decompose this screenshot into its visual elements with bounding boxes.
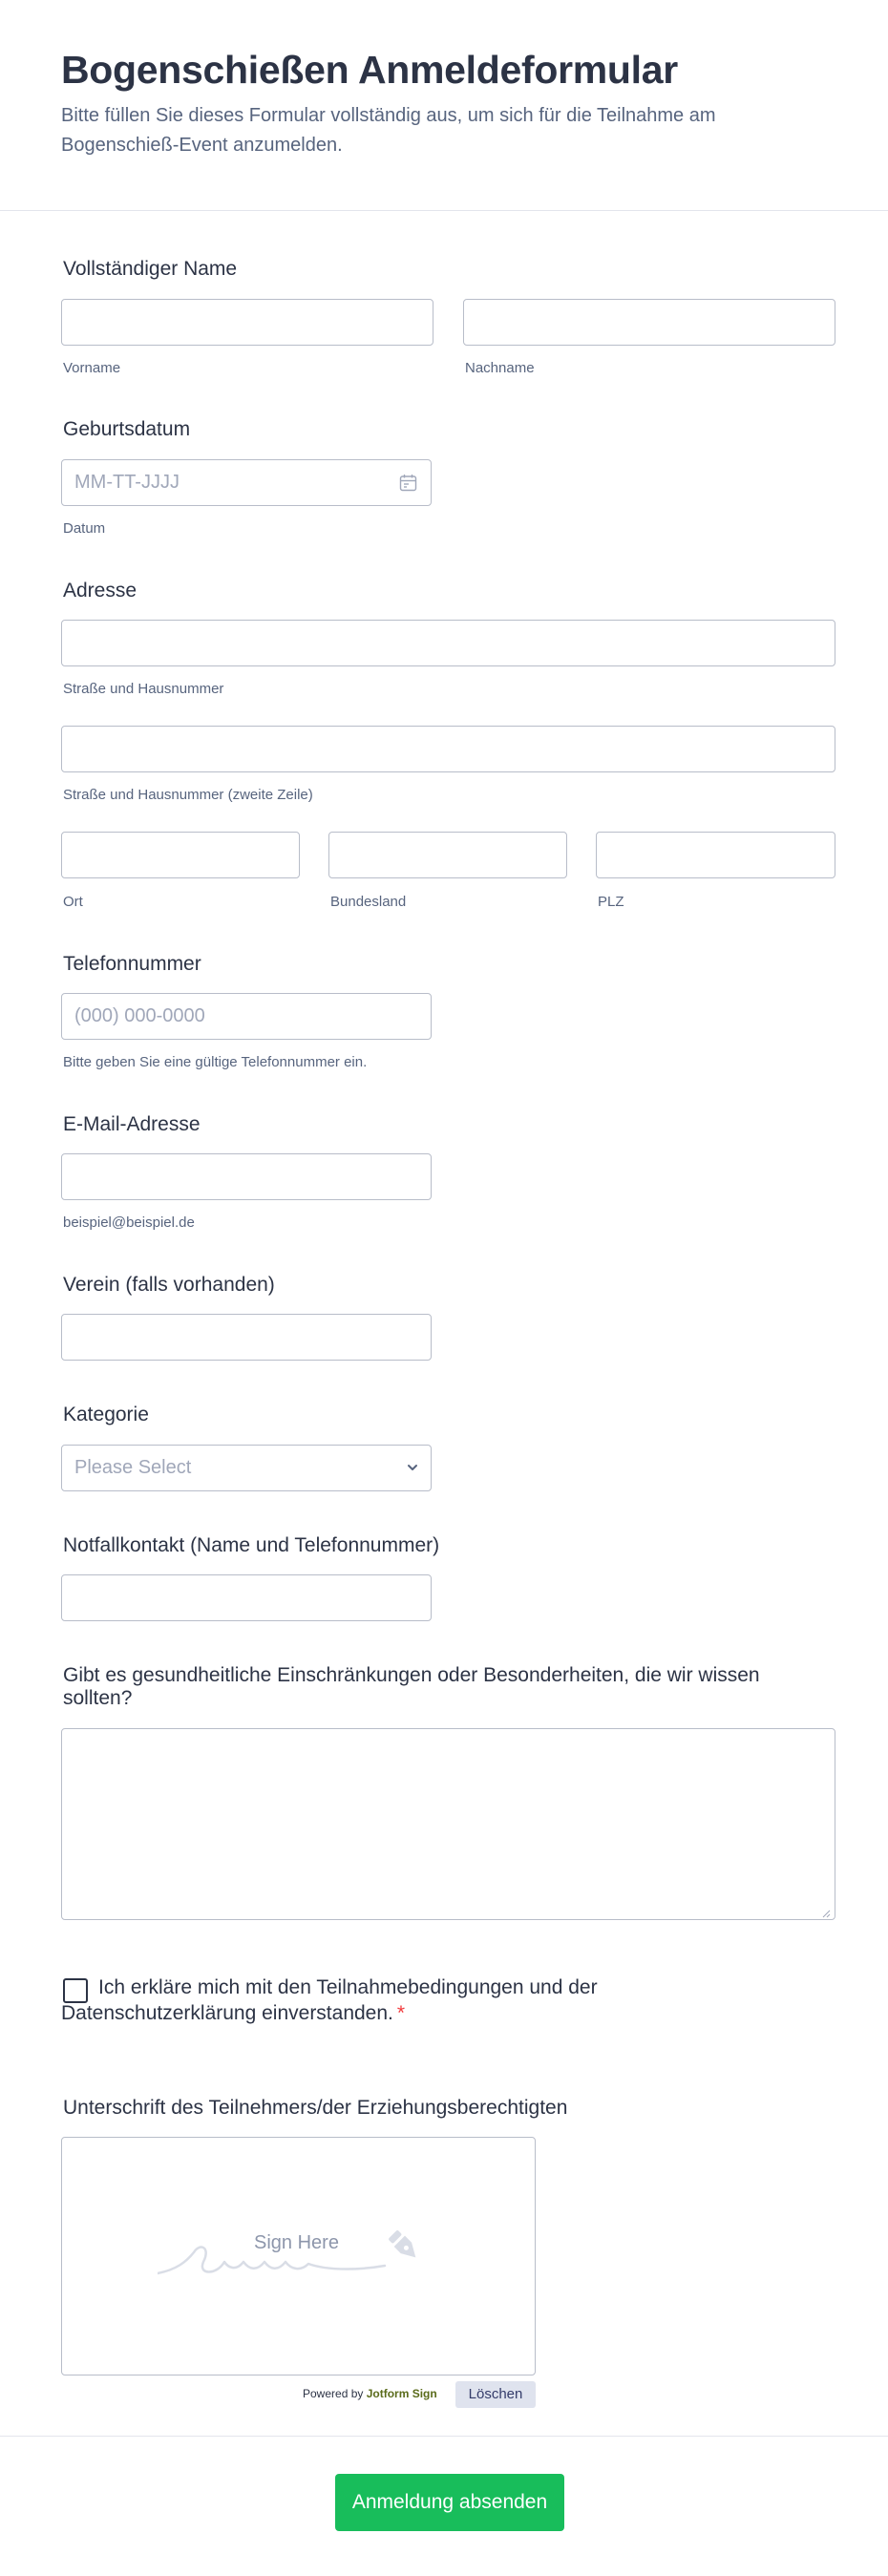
resize-handle-icon[interactable] bbox=[821, 1906, 831, 1915]
calendar-icon[interactable] bbox=[399, 474, 417, 496]
address-label: Adresse bbox=[63, 580, 137, 602]
health-label-line2: sollten? bbox=[63, 1687, 133, 1709]
birthdate-label: Geburtsdatum bbox=[63, 418, 191, 440]
pen-nib-icon bbox=[385, 2226, 425, 2272]
powered-prefix: Powered by bbox=[303, 2387, 364, 2400]
form-header bbox=[0, 0, 888, 211]
terms-text-line1: Ich erkläre mich mit den Teilnahmebedingungen und der bbox=[98, 1976, 598, 1998]
phone-placeholder: (000) 000-0000 bbox=[74, 1005, 205, 1026]
emergency-input[interactable] bbox=[61, 1574, 432, 1621]
submit-button[interactable]: Anmeldung absenden bbox=[335, 2474, 564, 2531]
chevron-down-icon bbox=[406, 1461, 419, 1479]
phone-label: Telefonnummer bbox=[63, 953, 201, 975]
first-name-input[interactable] bbox=[61, 299, 433, 346]
terms-text-line2-content: Datenschutzerklärung einverstanden. bbox=[61, 2002, 393, 2024]
category-selected-value: Please Select bbox=[74, 1457, 192, 1478]
emergency-label: Notfallkontakt (Name und Telefonnummer) bbox=[63, 1534, 440, 1556]
form-title: Bogenschießen Anmeldeformular bbox=[61, 48, 678, 92]
street2-sublabel: Straße und Hausnummer (zweite Zeile) bbox=[63, 787, 313, 803]
birthdate-input[interactable] bbox=[61, 459, 432, 506]
first-name-sublabel: Vorname bbox=[63, 360, 121, 376]
street-input[interactable] bbox=[61, 620, 835, 666]
zip-sublabel: PLZ bbox=[598, 894, 624, 910]
required-mark: * bbox=[396, 2002, 406, 2024]
health-textarea[interactable] bbox=[61, 1728, 835, 1920]
birthdate-sublabel: Datum bbox=[63, 520, 106, 537]
state-sublabel: Bundesland bbox=[330, 894, 407, 910]
health-label-line1: Gibt es gesundheitliche Einschränkungen oder Besonderheiten, die wir wissen bbox=[63, 1664, 760, 1686]
sign-here-placeholder: Sign Here bbox=[254, 2232, 339, 2253]
city-input[interactable] bbox=[61, 832, 300, 878]
street2-input[interactable] bbox=[61, 726, 835, 772]
signature-label: Unterschrift des Teilnehmers/der Erziehungsberechtigten bbox=[63, 2097, 568, 2119]
category-select[interactable] bbox=[61, 1445, 432, 1491]
jotform-sign-link[interactable]: Jotform Sign bbox=[366, 2387, 437, 2400]
zip-input[interactable] bbox=[596, 832, 835, 878]
signature-pad[interactable] bbox=[61, 2137, 536, 2375]
form-subtitle: Bitte füllen Sie dieses Formular vollständig aus, um sich für die Teilnahme am Bogenschieß-Event anzumelden. bbox=[61, 105, 716, 156]
last-name-sublabel: Nachname bbox=[465, 360, 535, 376]
street-sublabel: Straße und Hausnummer bbox=[63, 681, 224, 697]
terms-text-line2 bbox=[61, 2002, 405, 2025]
footer-divider bbox=[0, 2436, 888, 2437]
email-label: E-Mail-Adresse bbox=[63, 1113, 201, 1135]
terms-checkbox[interactable] bbox=[63, 1978, 88, 2003]
powered-by-label bbox=[303, 2387, 437, 2400]
last-name-input[interactable] bbox=[463, 299, 835, 346]
birthdate-placeholder: MM-TT-JJJJ bbox=[74, 472, 180, 493]
club-input[interactable] bbox=[61, 1314, 432, 1361]
category-label: Kategorie bbox=[63, 1404, 149, 1425]
club-label: Verein (falls vorhanden) bbox=[63, 1274, 275, 1296]
full-name-label: Vollständiger Name bbox=[63, 258, 238, 280]
email-sublabel: beispiel@beispiel.de bbox=[63, 1214, 195, 1231]
email-input[interactable] bbox=[61, 1153, 432, 1200]
clear-signature-button[interactable]: Löschen bbox=[455, 2381, 536, 2408]
phone-sublabel: Bitte geben Sie eine gültige Telefonnummer ein. bbox=[63, 1054, 368, 1070]
city-sublabel: Ort bbox=[63, 894, 83, 910]
state-input[interactable] bbox=[328, 832, 567, 878]
phone-input[interactable] bbox=[61, 993, 432, 1040]
